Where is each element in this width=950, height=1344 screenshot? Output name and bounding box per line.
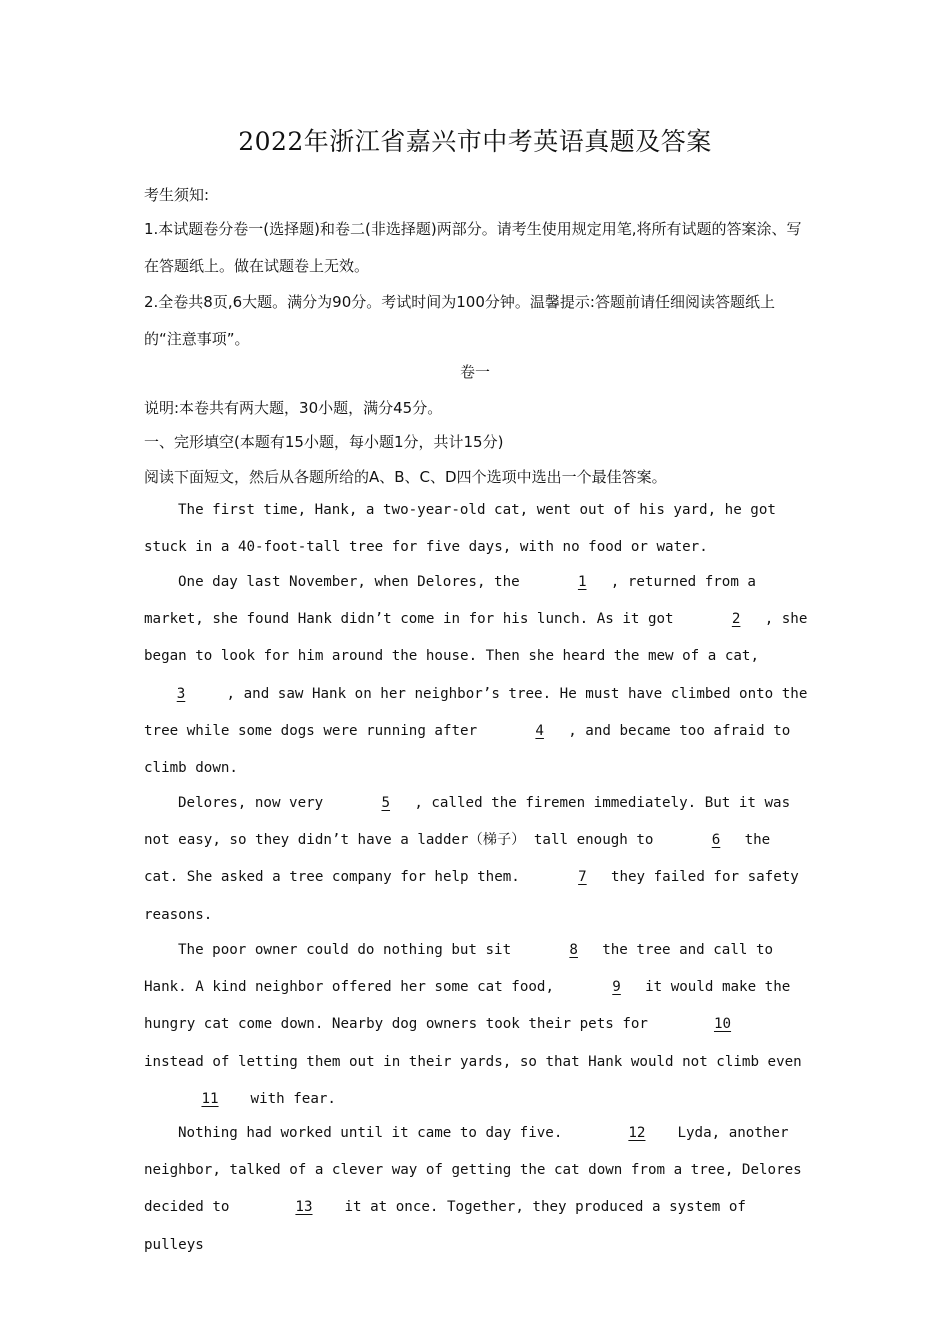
blank-9: 9	[612, 979, 621, 996]
blank-8: 8	[569, 942, 578, 958]
blank-12: 12	[628, 1125, 646, 1141]
paragraph-text: instead of letting them out in their yards, so that Hank would not climb even	[144, 1053, 802, 1070]
blank-2: 2	[731, 611, 741, 628]
passage-paragraph-2	[144, 564, 808, 787]
notice-item-2: 2.全卷共8页,6大题。满分为90分。考试时间为100分钟。温馨提示:答题前请任细阅读答题纸上的“注意事项”。	[144, 293, 775, 348]
paragraph-text: The poor owner could do nothing but sit	[178, 942, 512, 958]
paragraph-text: Delores, now very	[178, 795, 324, 811]
paragraph-text: they failed for safety reasons.	[144, 869, 799, 923]
paragraph-text: One day last November, when Delores, the	[178, 574, 520, 590]
paragraph-text: , and saw Hank on her neighbor’s tree. He must have climbed onto the tree while some dogs were running after	[144, 685, 808, 739]
blank-7: 7	[578, 869, 587, 886]
blank-1: 1	[577, 574, 587, 590]
blank-6: 6	[711, 832, 721, 849]
blank-3: 3	[176, 685, 186, 702]
notice-item-1: 1.本试题卷分卷一(选择题)和卷二(非选择题)两部分。请考生使用规定用笔,将所有试题的答案涂、写在答题纸上。做在试题卷上无效。	[144, 220, 802, 275]
paragraph-text: with fear.	[250, 1090, 336, 1107]
section-instruction: 阅读下面短文，然后从各题所给的A、B、C、D四个选项中选出一个最佳答案。	[144, 468, 667, 486]
paragraph-text: , and became too afraid to climb down.	[144, 722, 791, 777]
document-title: 2022年浙江省嘉兴市中考英语真题及答案	[238, 127, 712, 156]
volume-description: 说明:本卷共有两大题，30小题，满分45分。	[144, 399, 443, 417]
passage-paragraph-3	[144, 785, 808, 934]
paragraph-text: the tree and call to Hank. A kind neighbor offered her some cat food,	[144, 942, 774, 996]
paragraph-text: , she began to look for him around the house. Then she heard the mew of a cat,	[144, 611, 808, 665]
section-heading: 一、完形填空(本题有15小题，每小题1分，共计15分)	[144, 433, 504, 451]
notice-heading: 考生须知:	[144, 186, 210, 204]
blank-10: 10	[713, 1016, 732, 1033]
passage-paragraph-5	[144, 1115, 808, 1264]
blank-11: 11	[201, 1090, 219, 1107]
blank-5: 5	[381, 795, 391, 811]
paragraph-text: Lyda, another neighbor, talked of a clever way of getting the cat down from a tree, Delores decided to	[144, 1125, 802, 1216]
paragraph-text: Nothing had worked until it came to day five.	[178, 1125, 563, 1141]
passage-paragraph-4	[144, 932, 808, 1118]
paragraph-text: it would make the hungry cat come down. Nearby dog owners took their pets for	[144, 979, 791, 1033]
volume-label: 卷一	[459, 363, 490, 381]
paragraph-text: , called the firemen immediately. But it was not easy, so they didn’t have a ladder（梯子） tall enough to	[144, 795, 791, 849]
paragraph-text: the cat. She asked a tree company for help them.	[144, 832, 771, 886]
paragraph-text: it at once. Together, they produced a system of pulleys	[144, 1199, 746, 1253]
paragraph-text: , returned from a market, she found Hank didn’t come in for his lunch. As it got	[144, 574, 756, 628]
blank-13: 13	[295, 1199, 313, 1216]
blank-4: 4	[535, 722, 544, 739]
passage-paragraph-1: The first time, Hank, a two-year-old cat, went out of his yard, he got stuck in a 40-foot-tall tree for five days, with no food or water.	[144, 502, 776, 556]
